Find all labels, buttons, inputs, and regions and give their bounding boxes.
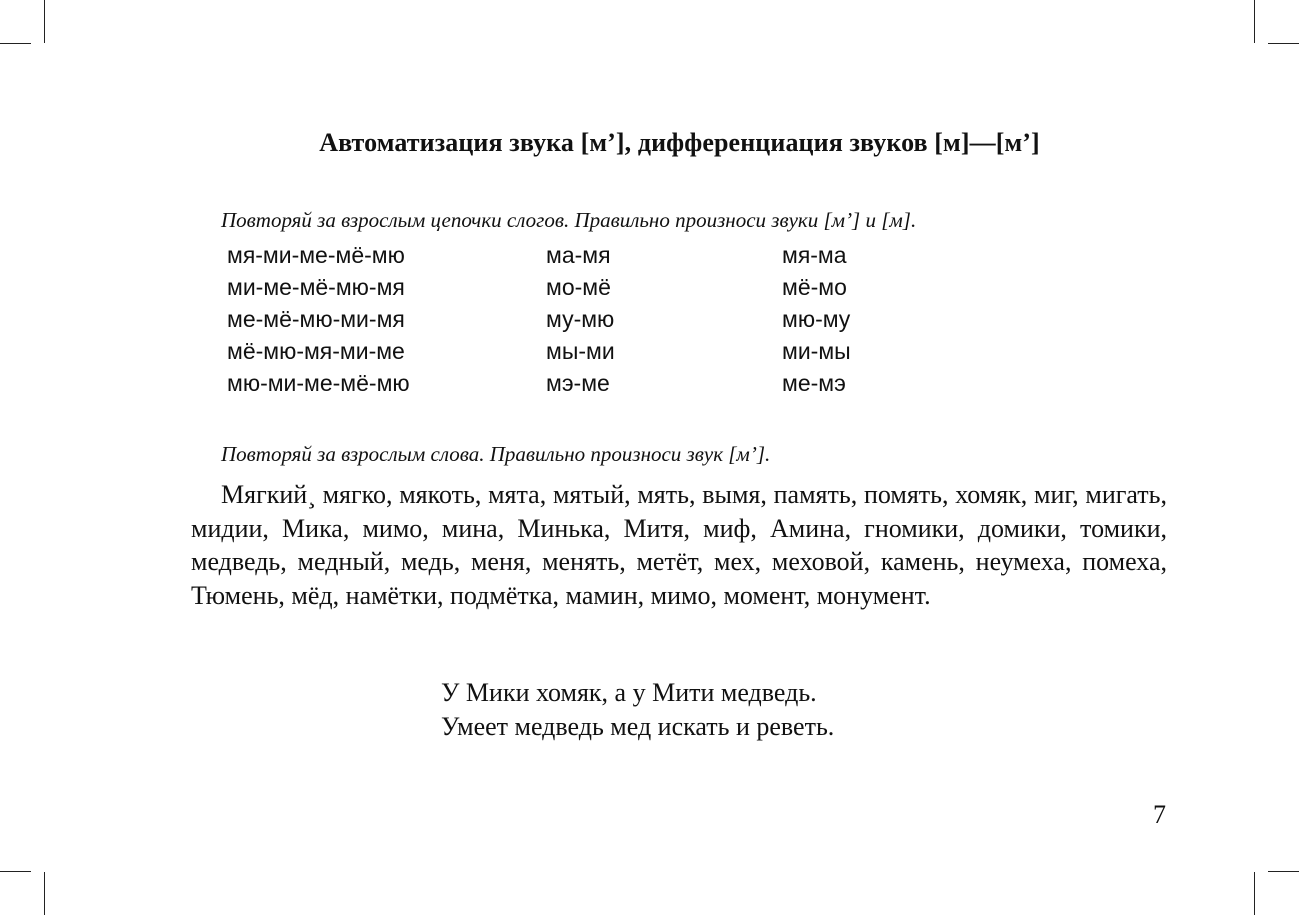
- syllable-pair: ма-мя: [546, 242, 611, 268]
- syllable-pair: мэ-ме: [546, 370, 610, 396]
- syllable-pair: мё-мо: [782, 274, 847, 300]
- syllable-chain: мя-ми-ме-мё-мю: [227, 242, 405, 268]
- crop-mark-bottom-right-horizontal: [1268, 871, 1299, 872]
- poem-line: У Мики хомяк, а у Мити медведь.: [441, 678, 817, 707]
- words-instruction: Повторяй за взрослым слова. Правильно произноси звук [м’].: [221, 442, 771, 466]
- poem-line: Умеет медведь мед искать и реветь.: [441, 712, 835, 741]
- syllable-pair: му-мю: [546, 306, 615, 332]
- syllable-chain: ми-ме-мё-мю-мя: [227, 274, 405, 300]
- syllable-pair: ме-мэ: [782, 370, 846, 396]
- syllable-pair: мя-ма: [782, 242, 847, 268]
- syllable-instruction: Повторяй за взрослым цепочки слогов. Правильно произноси звуки [м’] и [м].: [221, 208, 917, 232]
- word-list-paragraph: Мягкий¸ мягко, мякоть, мята, мятый, мять, вымя, память, помять, хомяк, миг, мигать, мидии, Мика, мимо, мина, Минька, Митя, миф, Амина, гномики, домики, томики, медведь, медный, медь, меня, менять, метёт, мех, меховой, камень, неумеха, помеха, Тюмень, мёд, намётки, подмётка, мамин, мимо, момент, монумент.: [191, 480, 1167, 610]
- crop-mark-top-right-vertical: [1254, 0, 1255, 43]
- crop-mark-bottom-right-vertical: [1254, 872, 1255, 915]
- crop-mark-top-right-horizontal: [1268, 43, 1299, 44]
- page-title: Автоматизация звука [м’], дифференциация звуков [м]—[м’]: [319, 128, 1040, 157]
- syllable-chain: ме-мё-мю-ми-мя: [227, 306, 405, 332]
- crop-mark-top-left-horizontal: [0, 43, 31, 44]
- syllable-column-3: [782, 239, 851, 399]
- crop-mark-top-left-vertical: [44, 0, 45, 43]
- syllable-pair: ми-мы: [782, 338, 851, 364]
- syllable-pair: мы-ми: [546, 338, 615, 364]
- syllable-pair: мо-мё: [546, 274, 611, 300]
- crop-mark-bottom-left-vertical: [44, 872, 45, 915]
- syllable-chain: мё-мю-мя-ми-ме: [227, 338, 405, 364]
- syllable-pair: мю-му: [782, 306, 851, 332]
- poem: [441, 676, 834, 744]
- syllable-column-2: [546, 239, 615, 399]
- page-number: 7: [1153, 800, 1166, 829]
- crop-mark-bottom-left-horizontal: [0, 871, 31, 872]
- syllable-chain: мю-ми-ме-мё-мю: [227, 370, 410, 396]
- syllable-column-1: [227, 239, 410, 399]
